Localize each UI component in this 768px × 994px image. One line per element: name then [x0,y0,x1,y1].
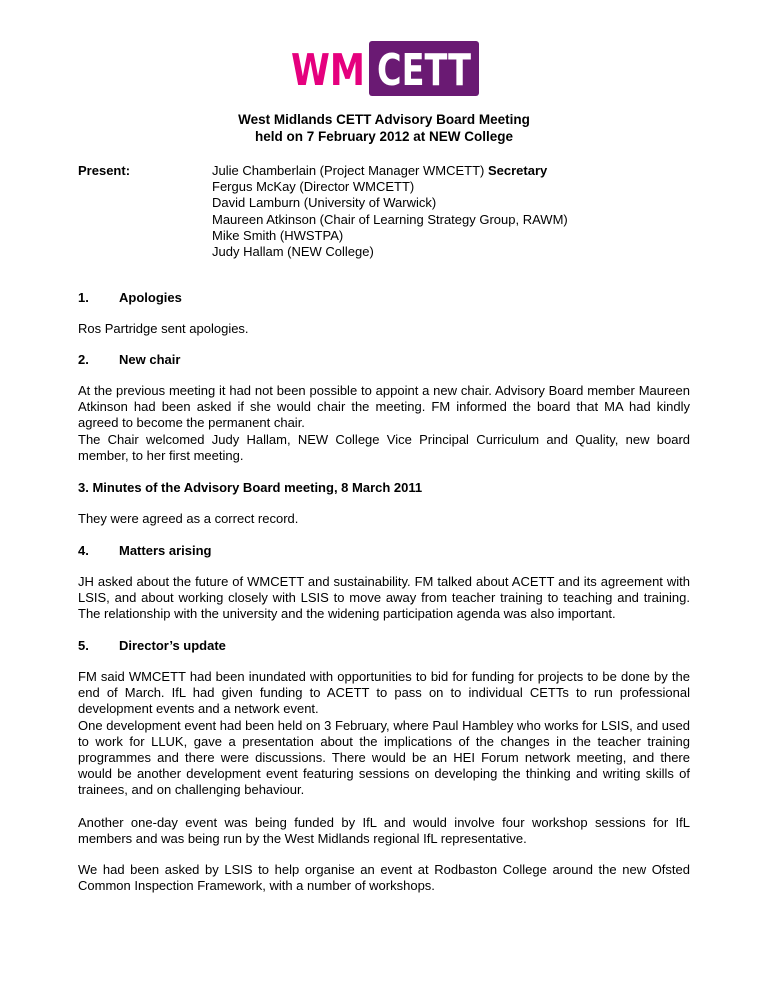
section-paragraph: Another one-day event was being funded by IfL and would involve four workshop sessions for IfL members and was being run by the West Midlands regional IfL representative. [78,815,690,847]
section-heading-matters-arising: 4. Matters arising [78,543,212,558]
section-heading-apologies: 1. Apologies [78,290,182,305]
section-heading-new-chair: 2. New chair [78,352,181,367]
attendee-role: Secretary [487,163,548,178]
section-paragraph: They were agreed as a correct record. [78,511,299,526]
section-heading-directors-update: 5. Director’s update [78,638,226,653]
attendee: Maureen Atkinson (Chair of Learning Strategy Group, RAWM) [212,211,568,227]
section-paragraph: JH asked about the future of WMCETT and sustainability. FM talked about ACETT and its agreement with LSIS, and about working closely with LSIS to move away from teacher training to teaching and training. The relationship with the university and the widening participation agenda was also important. [78,574,690,622]
meeting-title: West Midlands CETT Advisory Board Meeting [238,112,530,127]
attendee: Judy Hallam (NEW College) [212,244,374,260]
attendee: Mike Smith (HWSTPA) [212,227,344,243]
meeting-date-location: held on 7 February 2012 at NEW College [254,129,514,144]
attendee-list [212,163,568,260]
present-label: Present: [78,163,131,178]
section-paragraph: Ros Partridge sent apologies. [78,321,249,336]
wmcett-logo [289,41,479,96]
attendee: Julie Chamberlain (Project Manager WMCETT) Secretary [212,163,548,178]
svg-text:WM: WM [291,45,365,96]
attendee: David Lamburn (University of Warwick) [212,195,437,211]
section-paragraph: At the previous meeting it had not been possible to appoint a new chair. Advisory Board member Maureen Atkinson had been asked if she would chair the meeting. FM informed the board that MA had kindly agreed to become the permanent chair. The Chair welcomed Judy Hallam, NEW College Vice Principal Curriculum and Quality, new board member, to her first meeting. [78,383,690,463]
svg-text:CETT: CETT [377,45,471,96]
section-paragraph: We had been asked by LSIS to help organise an event at Rodbaston College around the new Ofsted Common Inspection Framework, with a number of workshops. [78,862,690,894]
section-paragraph: FM said WMCETT had been inundated with opportunities to bid for funding for projects to be done by the end of March. IfL had given funding to ACETT to pass on to individual CETTs to run professional development events and a network event. One development event had been held on 3 February, where Paul Hambley who works for LSIS, and used to work for LLUK, gave a presentation about the implications of the changes in the teacher training programmes and there were discussions. There would be an HEI Forum network meeting, and there would be another development event featuring sessions on developing the thinking and writing skills of trainees, and on challenging behaviour. [78,669,690,798]
section-heading-minutes: 3. Minutes of the Advisory Board meeting, 8 March 2011 [78,480,423,495]
attendee: Fergus McKay (Director WMCETT) [212,179,415,195]
